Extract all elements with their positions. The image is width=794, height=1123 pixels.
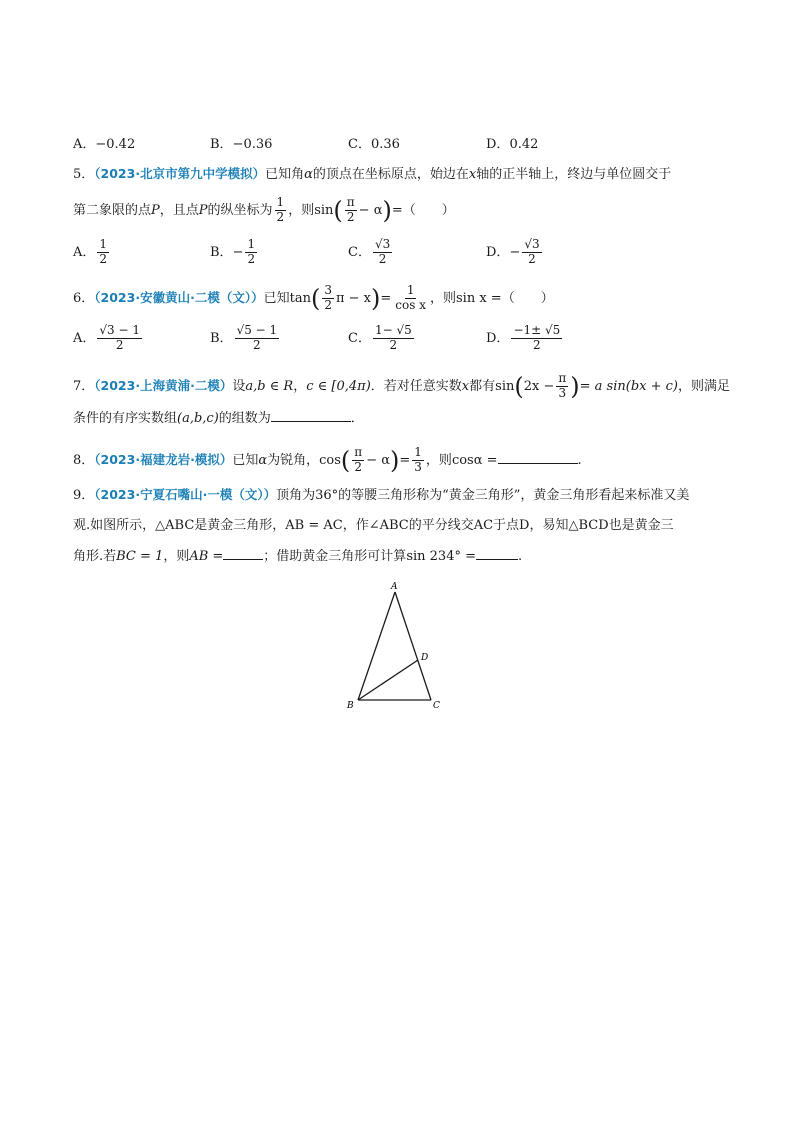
q6-source: （2023·安徽黄山·二模（文）） <box>94 289 264 305</box>
q9-line3: 角形.若BC = 1，则AB = ；借助黄金三角形可计算sin 234° = . <box>73 549 523 564</box>
q4-option-b: B．−0.36 <box>210 137 273 152</box>
q9-answer-blank-ab[interactable] <box>223 547 263 560</box>
q7-source: （2023·上海黄浦·二模） <box>94 377 233 393</box>
q9-line2: 观.如图所示，△ABC是黄金三角形，AB = AC，作∠ABC的平分线交AC于点D，易知△BCD也是黄金三 <box>73 518 674 533</box>
q5-option-a: A． $\frac{1}{2}$ <box>73 237 108 266</box>
vertex-b-label: B <box>347 701 354 711</box>
q8-line1: 8．（2023·福建龙岩·模拟）已知α为锐角，cos( $\frac{\pi}{2}$ − α)= $\frac{1}{3}$ ，则cosα = . <box>73 445 582 475</box>
q5-line1: 5．（2023·北京市第九中学模拟）已知角α的顶点在坐标原点，始边在x轴的正半轴上，终边与单位圆交于 <box>73 166 672 182</box>
q4-option-a: A．−0.42 <box>73 137 136 152</box>
side-ab <box>358 592 395 700</box>
segment-bd <box>358 660 418 700</box>
q8-source: （2023·福建龙岩·模拟） <box>94 451 233 467</box>
q9-answer-blank-sin[interactable] <box>476 547 518 560</box>
q7-line1: 7．（2023·上海黄浦·二模）设a,b ∈ R，c ∈ [0,4π)．若对任意实数x都有sin(2x − $\frac{\pi}{3}$ )= a sin(bx + c)，则满足 <box>73 371 731 401</box>
q5-source: （2023·北京市第九中学模拟） <box>94 166 266 181</box>
golden-triangle-figure <box>340 578 450 713</box>
point-d-label: D <box>421 653 429 663</box>
q7-line2: 条件的有序实数组(a,b,c)的组数为 ． <box>73 411 364 426</box>
q4-option-d: D．0.42 <box>486 137 539 152</box>
q9-source: （2023·宁夏石嘴山·一模（文）） <box>94 487 277 502</box>
side-ac <box>395 592 431 700</box>
q7-answer-blank[interactable] <box>271 409 351 422</box>
q5-option-b: B．− $\frac{1}{2}$ <box>210 237 256 266</box>
q5-option-c: C． $\frac{√3}{2}$ <box>348 237 391 266</box>
q5-line2: 第二象限的点P，且点P的纵坐标为 $\frac{1}{2}$ ，则sin( $\frac{\pi}{2}$ − α)=（ ） <box>73 195 455 225</box>
q5-option-d: D．− $\frac{√3}{2}$ <box>486 237 540 266</box>
q6-option-c: C． $\frac{1- √5}{2}$ <box>348 323 412 352</box>
q6-option-d: D． $\frac{-1\pm √5}{2}$ <box>486 323 561 352</box>
vertex-c-label: C <box>433 701 440 711</box>
q9-line1: 9．（2023·宁夏石嘴山·一模（文））顶角为36°的等腰三角形称为“黄金三角形”，黄金三角形看起来标准又美 <box>73 487 690 503</box>
vertex-a-label: A <box>391 582 398 592</box>
q8-answer-blank[interactable] <box>498 451 578 464</box>
q4-option-c: C．0.36 <box>348 137 400 152</box>
q6-option-a: A． $\frac{√3 - 1}{2}$ <box>73 323 140 352</box>
q6-option-b: B． $\frac{√5 - 1}{2}$ <box>210 323 278 352</box>
q6-line1: 6．（2023·安徽黄山·二模（文））已知tan( $\frac{3}{2}$ π − x)= $\frac{1}{\text{cos x}}$ ，则sin x =（ ） <box>73 283 554 313</box>
